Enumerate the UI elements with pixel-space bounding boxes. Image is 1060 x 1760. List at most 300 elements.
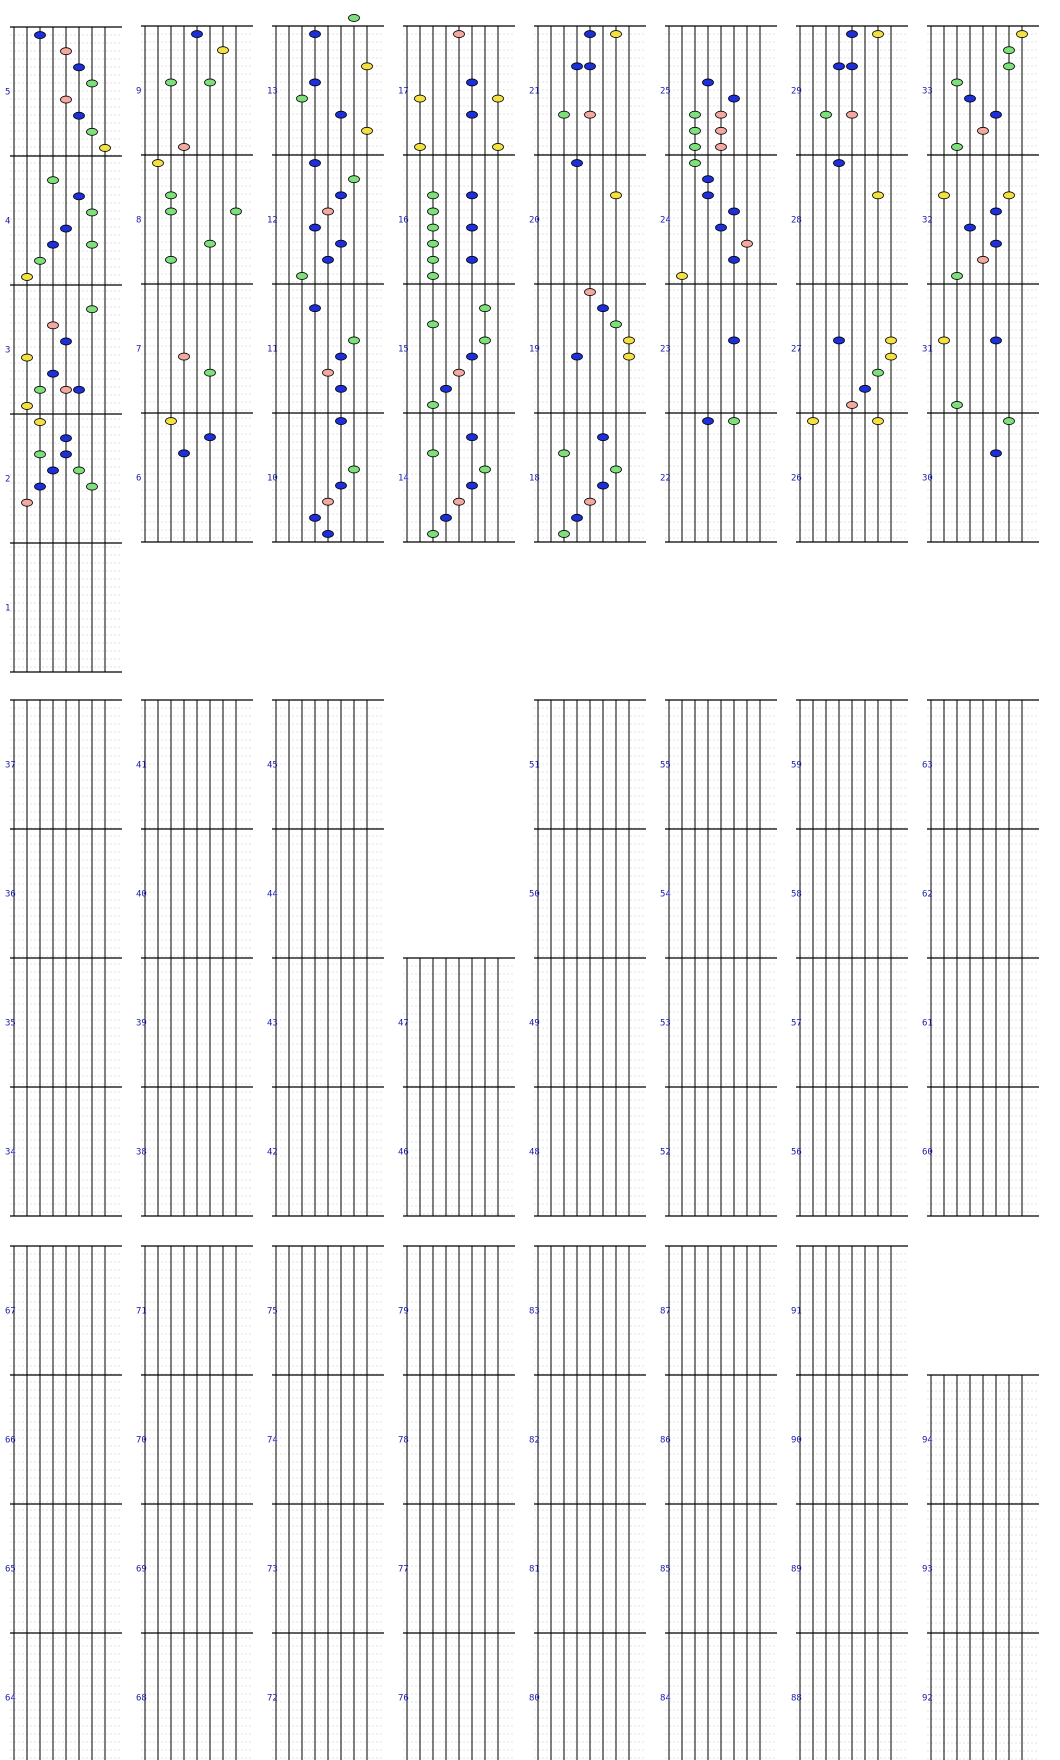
- note-mark: [310, 224, 321, 231]
- note-mark: [886, 353, 897, 360]
- measure-number: 68: [136, 1693, 147, 1704]
- note-mark: [310, 514, 321, 521]
- note-mark: [428, 208, 439, 215]
- chart-column: [267, 700, 384, 1216]
- note-mark: [611, 321, 622, 328]
- measure-number: 26: [791, 473, 802, 484]
- measure-number: 80: [529, 1693, 540, 1704]
- note-mark: [834, 337, 845, 344]
- note-mark: [297, 272, 308, 279]
- note-mark: [480, 305, 491, 312]
- note-mark: [952, 401, 963, 408]
- note-mark: [624, 337, 635, 344]
- note-mark: [310, 31, 321, 38]
- note-mark: [873, 369, 884, 376]
- note-mark: [179, 353, 190, 360]
- note-mark: [441, 514, 452, 521]
- measure-number: 7: [136, 344, 142, 355]
- note-mark: [74, 386, 85, 393]
- note-mark: [336, 385, 347, 392]
- note-mark: [48, 241, 59, 248]
- note-mark: [61, 435, 72, 442]
- chart-column: [660, 700, 777, 1216]
- note-mark: [690, 160, 701, 167]
- note-mark: [991, 240, 1002, 247]
- measure-number: 40: [136, 889, 147, 900]
- measure-number: 58: [791, 889, 802, 900]
- measure-number: 44: [267, 889, 278, 900]
- note-mark: [349, 176, 360, 183]
- note-mark: [467, 192, 478, 199]
- note-mark: [611, 466, 622, 473]
- measure-number: 59: [791, 760, 802, 771]
- measure-number: 81: [529, 1564, 540, 1575]
- note-mark: [415, 95, 426, 102]
- chart-column: [529, 700, 646, 1216]
- measure-number: 70: [136, 1435, 147, 1446]
- measure-number: 13: [267, 86, 278, 97]
- measure-number: 18: [529, 473, 540, 484]
- measure-number: 89: [791, 1564, 802, 1575]
- note-mark: [310, 305, 321, 312]
- note-mark: [860, 385, 871, 392]
- note-mark: [166, 192, 177, 199]
- note-mark: [35, 483, 46, 490]
- measure-number: 84: [660, 1693, 671, 1704]
- note-mark: [598, 434, 609, 441]
- measure-number: 62: [922, 889, 933, 900]
- note-mark: [1004, 418, 1015, 425]
- note-mark: [991, 337, 1002, 344]
- note-mark: [873, 192, 884, 199]
- note-mark: [467, 224, 478, 231]
- measure-number: 63: [922, 760, 933, 771]
- note-mark: [978, 256, 989, 263]
- measure-number: 16: [398, 215, 409, 226]
- note-mark: [873, 31, 884, 38]
- note-mark: [559, 450, 570, 457]
- note-mark: [323, 530, 334, 537]
- measure-number: 4: [5, 216, 11, 227]
- note-mark: [834, 63, 845, 70]
- note-mark: [166, 79, 177, 86]
- note-mark: [323, 256, 334, 263]
- note-mark: [991, 111, 1002, 118]
- note-mark: [677, 272, 688, 279]
- note-mark: [690, 127, 701, 134]
- note-mark: [48, 322, 59, 329]
- note-mark: [323, 369, 334, 376]
- note-mark: [166, 208, 177, 215]
- measure-number: 49: [529, 1018, 540, 1029]
- measure-number: 6: [136, 473, 142, 484]
- note-mark: [48, 177, 59, 184]
- measure-number: 9: [136, 86, 142, 97]
- measure-number: 20: [529, 215, 540, 226]
- measure-number: 28: [791, 215, 802, 226]
- measure-number: 52: [660, 1147, 671, 1158]
- note-mark: [428, 450, 439, 457]
- measure-number: 41: [136, 760, 147, 771]
- note-mark: [467, 256, 478, 263]
- note-mark: [61, 225, 72, 232]
- note-mark: [35, 257, 46, 264]
- note-mark: [22, 402, 33, 409]
- note-mark: [559, 111, 570, 118]
- note-mark: [467, 482, 478, 489]
- note-mark: [585, 63, 596, 70]
- note-mark: [624, 353, 635, 360]
- measure-number: 42: [267, 1147, 278, 1158]
- note-mark: [467, 434, 478, 441]
- note-mark: [585, 498, 596, 505]
- measure-number: 67: [5, 1306, 16, 1317]
- measure-number: 54: [660, 889, 671, 900]
- note-mark: [323, 498, 334, 505]
- note-mark: [598, 482, 609, 489]
- measure-number: 53: [660, 1018, 671, 1029]
- note-mark: [480, 466, 491, 473]
- note-mark: [808, 418, 819, 425]
- note-mark: [742, 240, 753, 247]
- note-mark: [454, 498, 465, 505]
- note-mark: [939, 192, 950, 199]
- measure-number: 69: [136, 1564, 147, 1575]
- note-mark: [952, 143, 963, 150]
- note-mark: [939, 337, 950, 344]
- measure-number: 50: [529, 889, 540, 900]
- chart-column: [5, 27, 122, 672]
- measure-number: 90: [791, 1435, 802, 1446]
- note-mark: [703, 79, 714, 86]
- note-mark: [991, 208, 1002, 215]
- note-mark: [428, 192, 439, 199]
- note-mark: [74, 112, 85, 119]
- measure-number: 83: [529, 1306, 540, 1317]
- note-mark: [22, 499, 33, 506]
- note-mark: [61, 386, 72, 393]
- note-mark: [205, 369, 216, 376]
- note-mark: [349, 14, 360, 21]
- note-mark: [415, 143, 426, 150]
- measure-number: 29: [791, 86, 802, 97]
- measure-number: 2: [5, 474, 11, 485]
- note-mark: [886, 337, 897, 344]
- note-mark: [611, 31, 622, 38]
- note-mark: [336, 418, 347, 425]
- note-mark: [87, 306, 98, 313]
- note-mark: [716, 111, 727, 118]
- note-mark: [847, 31, 858, 38]
- note-mark: [493, 95, 504, 102]
- note-mark: [1004, 192, 1015, 199]
- measure-number: 61: [922, 1018, 933, 1029]
- note-mark: [336, 353, 347, 360]
- chart-column: [398, 958, 515, 1216]
- note-mark: [100, 144, 111, 151]
- chart-column: [398, 1246, 515, 1760]
- chart-column: [398, 26, 515, 542]
- chart-column: [529, 26, 646, 542]
- measure-number: 77: [398, 1564, 409, 1575]
- note-mark: [22, 273, 33, 280]
- note-mark: [598, 305, 609, 312]
- note-mark: [61, 451, 72, 458]
- note-mark: [1004, 47, 1015, 54]
- measure-number: 34: [5, 1147, 16, 1158]
- note-mark: [716, 224, 727, 231]
- note-mark: [428, 224, 439, 231]
- chart-column: [529, 1246, 646, 1760]
- note-mark: [218, 47, 229, 54]
- note-mark: [35, 386, 46, 393]
- note-mark: [336, 192, 347, 199]
- chart-column: [791, 26, 908, 542]
- measure-number: 17: [398, 86, 409, 97]
- note-mark: [873, 418, 884, 425]
- chart-column: [136, 700, 253, 1216]
- note-mark: [716, 127, 727, 134]
- measure-number: 43: [267, 1018, 278, 1029]
- note-mark: [690, 143, 701, 150]
- measure-number: 76: [398, 1693, 409, 1704]
- measure-number: 23: [660, 344, 671, 355]
- measure-number: 14: [398, 473, 409, 484]
- note-mark: [847, 401, 858, 408]
- note-mark: [611, 192, 622, 199]
- chart-column: [922, 700, 1039, 1216]
- note-mark: [87, 209, 98, 216]
- note-mark: [166, 256, 177, 263]
- measure-number: 1: [5, 603, 11, 614]
- note-mark: [821, 111, 832, 118]
- chart-column: [791, 1246, 908, 1760]
- note-mark: [74, 193, 85, 200]
- note-mark: [35, 32, 46, 39]
- note-mark: [153, 160, 164, 167]
- note-mark: [48, 370, 59, 377]
- note-mark: [179, 450, 190, 457]
- measure-number: 31: [922, 344, 933, 355]
- note-mark: [61, 48, 72, 55]
- note-mark: [467, 111, 478, 118]
- note-mark: [834, 160, 845, 167]
- note-mark: [428, 321, 439, 328]
- measure-number: 79: [398, 1306, 409, 1317]
- note-mark: [336, 111, 347, 118]
- note-mark: [585, 289, 596, 296]
- note-mark: [1017, 31, 1028, 38]
- measure-number: 94: [922, 1435, 933, 1446]
- chart-column: [267, 1246, 384, 1760]
- note-mark: [572, 160, 583, 167]
- note-mark: [428, 240, 439, 247]
- note-mark: [572, 514, 583, 521]
- measure-number: 22: [660, 473, 671, 484]
- measure-number: 92: [922, 1693, 933, 1704]
- note-mark: [428, 530, 439, 537]
- measure-number: 47: [398, 1018, 409, 1029]
- measure-number: 5: [5, 87, 11, 98]
- note-mark: [847, 63, 858, 70]
- measure-number: 72: [267, 1693, 278, 1704]
- measure-number: 55: [660, 760, 671, 771]
- note-mark: [729, 95, 740, 102]
- note-mark: [703, 176, 714, 183]
- measure-number: 64: [5, 1693, 16, 1704]
- measure-number: 78: [398, 1435, 409, 1446]
- chart-column: [5, 1246, 122, 1760]
- note-mark: [493, 143, 504, 150]
- note-mark: [572, 63, 583, 70]
- note-mark: [35, 419, 46, 426]
- measure-number: 71: [136, 1306, 147, 1317]
- note-mark: [323, 208, 334, 215]
- note-mark: [22, 354, 33, 361]
- note-mark: [297, 95, 308, 102]
- measure-number: 24: [660, 215, 671, 226]
- note-mark: [349, 466, 360, 473]
- measure-number: 93: [922, 1564, 933, 1575]
- note-mark: [572, 353, 583, 360]
- measure-number: 21: [529, 86, 540, 97]
- note-mark: [362, 127, 373, 134]
- measure-number: 85: [660, 1564, 671, 1575]
- note-mark: [965, 224, 976, 231]
- measure-number: 56: [791, 1147, 802, 1158]
- chart-column: [660, 1246, 777, 1760]
- measure-number: 33: [922, 86, 933, 97]
- note-mark: [585, 111, 596, 118]
- note-mark: [74, 64, 85, 71]
- measure-number: 30: [922, 473, 933, 484]
- measure-number: 91: [791, 1306, 802, 1317]
- measure-number: 39: [136, 1018, 147, 1029]
- note-mark: [454, 31, 465, 38]
- note-mark: [87, 80, 98, 87]
- note-mark: [690, 111, 701, 118]
- note-mark: [729, 337, 740, 344]
- note-mark: [61, 96, 72, 103]
- measure-number: 60: [922, 1147, 933, 1158]
- note-mark: [965, 95, 976, 102]
- measure-number: 12: [267, 215, 278, 226]
- chart-column: [5, 700, 122, 1216]
- chart-column: [267, 14, 384, 542]
- chart-column: [922, 1375, 1039, 1760]
- note-mark: [61, 338, 72, 345]
- note-mark: [87, 128, 98, 135]
- note-mark: [87, 483, 98, 490]
- measure-number: 65: [5, 1564, 16, 1575]
- note-mark: [467, 79, 478, 86]
- note-mark: [952, 272, 963, 279]
- measure-number: 87: [660, 1306, 671, 1317]
- note-mark: [166, 418, 177, 425]
- measure-number: 37: [5, 760, 16, 771]
- measure-number: 74: [267, 1435, 278, 1446]
- note-mark: [362, 63, 373, 70]
- note-mark: [703, 192, 714, 199]
- measure-number: 32: [922, 215, 933, 226]
- note-mark: [349, 337, 360, 344]
- chart-columns: [5, 14, 1039, 1760]
- measure-number: 11: [267, 344, 278, 355]
- note-mark: [205, 240, 216, 247]
- measure-number: 8: [136, 215, 142, 226]
- note-mark: [729, 256, 740, 263]
- measure-number: 35: [5, 1018, 16, 1029]
- measure-number: 38: [136, 1147, 147, 1158]
- measure-number: 3: [5, 345, 11, 356]
- chart-column: [660, 26, 777, 542]
- note-mark: [454, 369, 465, 376]
- note-mark: [310, 160, 321, 167]
- note-mark: [48, 467, 59, 474]
- note-mark: [336, 482, 347, 489]
- note-mark: [87, 241, 98, 248]
- note-mark: [310, 79, 321, 86]
- note-mark: [428, 272, 439, 279]
- note-mark: [428, 256, 439, 263]
- measure-number: 73: [267, 1564, 278, 1575]
- measure-number: 86: [660, 1435, 671, 1446]
- note-mark: [716, 143, 727, 150]
- note-mark: [991, 450, 1002, 457]
- measure-number: 10: [267, 473, 278, 484]
- chart-column: [136, 26, 253, 542]
- note-mark: [1004, 63, 1015, 70]
- note-mark: [205, 79, 216, 86]
- note-mark: [559, 530, 570, 537]
- measure-number: 66: [5, 1435, 16, 1446]
- measure-number: 36: [5, 889, 16, 900]
- chart-column: [922, 26, 1039, 542]
- note-mark: [703, 418, 714, 425]
- note-mark: [978, 127, 989, 134]
- measure-number: 88: [791, 1693, 802, 1704]
- chart-column: [136, 1246, 253, 1760]
- measure-number: 75: [267, 1306, 278, 1317]
- note-mark: [729, 208, 740, 215]
- note-mark: [585, 31, 596, 38]
- note-mark: [179, 143, 190, 150]
- measure-number: 19: [529, 344, 540, 355]
- measure-number: 57: [791, 1018, 802, 1029]
- note-mark: [192, 31, 203, 38]
- note-mark: [467, 353, 478, 360]
- measure-number: 82: [529, 1435, 540, 1446]
- measure-number: 46: [398, 1147, 409, 1158]
- note-mark: [480, 337, 491, 344]
- note-mark: [952, 79, 963, 86]
- note-mark: [847, 111, 858, 118]
- chart-column: [791, 700, 908, 1216]
- measure-number: 45: [267, 760, 278, 771]
- measure-number: 15: [398, 344, 409, 355]
- measure-number: 27: [791, 344, 802, 355]
- note-mark: [336, 240, 347, 247]
- note-mark: [74, 467, 85, 474]
- measure-number: 51: [529, 760, 540, 771]
- note-mark: [428, 401, 439, 408]
- note-mark: [729, 418, 740, 425]
- note-mark: [35, 451, 46, 458]
- note-mark: [205, 434, 216, 441]
- note-mark: [441, 385, 452, 392]
- measure-number: 25: [660, 86, 671, 97]
- measure-number: 48: [529, 1147, 540, 1158]
